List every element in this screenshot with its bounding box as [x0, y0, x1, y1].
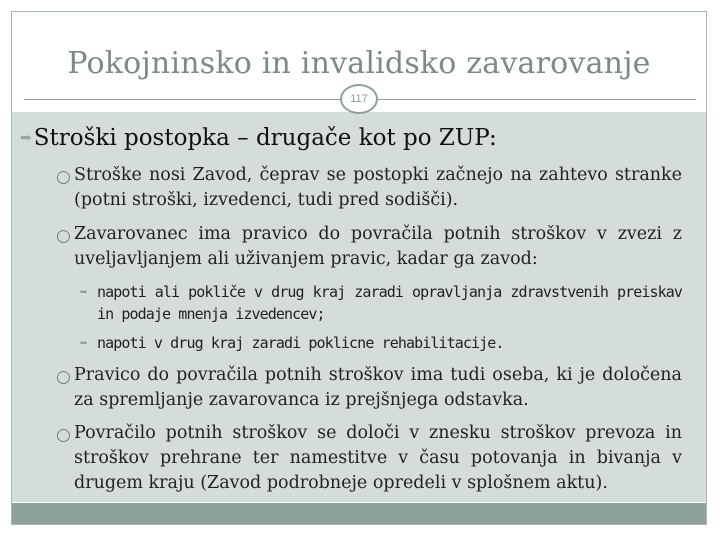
- section-heading: [20, 125, 497, 151]
- sub-list-item-text: napoti v drug kraj zaradi poklicne rehabilitacije.: [97, 334, 504, 352]
- hollow-circle-bullet-icon: ○: [56, 226, 71, 246]
- arrow-bullet-icon: ➥: [20, 130, 32, 146]
- list-item: [56, 421, 682, 496]
- list-item-text: Stroške nosi Zavod, čeprav se postopki začnejo na zahtevo stranke (potni stroški, izvedenci, tudi pred sodišči).: [74, 165, 682, 210]
- list-item-text: Povračilo potnih stroškov se določi v znesku stroškov prevoza in stroškov prehrane ter namestitve v času potovanja in bivanja v drugem kraju (Zavod podrobneje opredeli v splošnem aktu).: [74, 423, 682, 493]
- footer-bar: [12, 503, 706, 524]
- slide-number: 117: [340, 84, 378, 114]
- hollow-circle-bullet-icon: ○: [56, 167, 71, 187]
- list-item: [56, 163, 682, 213]
- slide-title: Pokojninsko in invalidsko zavarovanje: [67, 46, 651, 81]
- list-item-text: Zavarovanec ima pravico do povračila potnih stroškov v zvezi z uveljavljanjem ali uživanjem pravic, kadar ga zavod:: [74, 224, 682, 269]
- list-item-text: Pravico do povračila potnih stroškov ima tudi oseba, ki je določena za spremljanje zavarovanca iz prejšnjega odstavka.: [74, 365, 682, 410]
- hollow-circle-bullet-icon: ○: [56, 425, 71, 445]
- sub-list-item-text: napoti ali pokliče v drug kraj zaradi opravljanja zdravstvenih preiskav in podaje mnenja izvedencev;: [97, 283, 682, 323]
- list-item: [56, 222, 682, 272]
- section-heading-text: Stroški postopka – drugače kot po ZUP:: [33, 125, 497, 151]
- list-item: [56, 363, 682, 413]
- hollow-circle-bullet-icon: ○: [56, 367, 71, 387]
- sub-list-item: [80, 281, 682, 325]
- sub-list-item: [80, 332, 682, 354]
- arrow-subbullet-icon: ➥: [80, 285, 87, 299]
- arrow-subbullet-icon: ➥: [80, 336, 87, 350]
